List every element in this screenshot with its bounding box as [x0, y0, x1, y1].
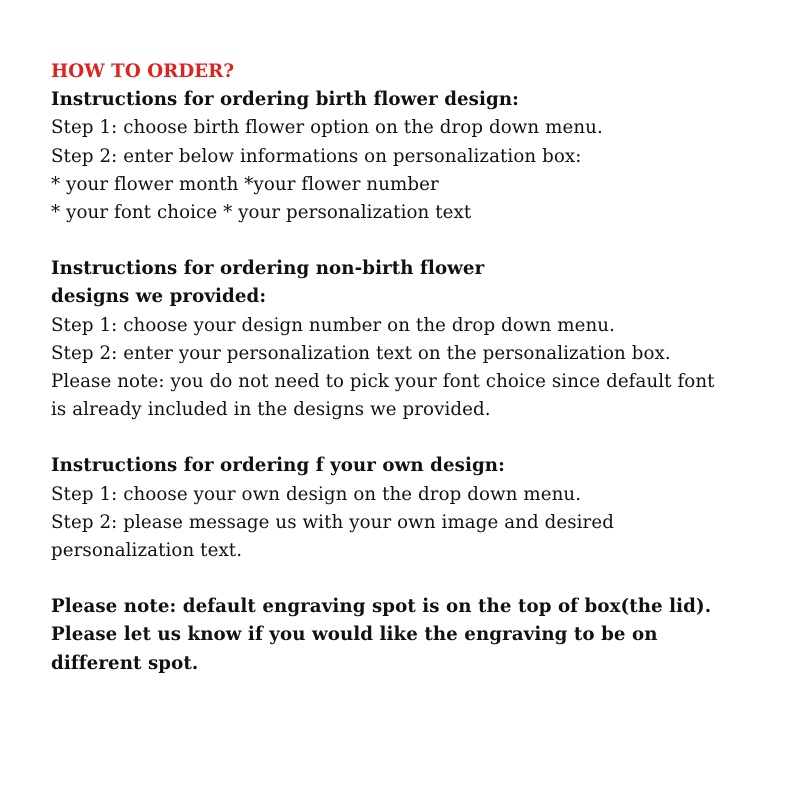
order-instructions: [51, 58, 751, 678]
section-title: designs we provided:: [51, 286, 267, 308]
section-title: Instructions for ordering f your own design:: [51, 455, 505, 477]
section-title: Instructions for ordering birth flower design:: [51, 89, 519, 111]
instruction-line: Step 1: choose your own design on the drop down menu.: [51, 483, 582, 505]
birth-flower-section: [51, 86, 751, 227]
non-birth-flower-section: [51, 255, 751, 424]
instruction-line: Step 1: choose birth flower option on the drop down menu.: [51, 117, 603, 139]
instruction-line: is already included in the designs we provided.: [51, 399, 491, 421]
instruction-line: Step 2: enter your personalization text on the personalization box.: [51, 342, 671, 364]
instruction-line: Step 2: enter below informations on personalization box:: [51, 145, 582, 167]
instruction-line: * your flower month *your flower number: [51, 173, 439, 195]
instruction-line: * your font choice * your personalization text: [51, 202, 472, 224]
page-heading: HOW TO ORDER?: [51, 61, 235, 82]
section-title: Instructions for ordering non-birth flower: [51, 258, 485, 280]
instruction-line: personalization text.: [51, 540, 243, 562]
engraving-note: [51, 593, 751, 678]
instruction-line: Please note: you do not need to pick your font choice since default font: [51, 371, 715, 393]
instruction-line: Step 1: choose your design number on the drop down menu.: [51, 314, 615, 336]
note-line: different spot.: [51, 652, 199, 674]
own-design-section: [51, 452, 751, 565]
note-line: Please note: default engraving spot is on the top of box(the lid).: [51, 596, 712, 618]
note-line: Please let us know if you would like the engraving to be on: [51, 624, 658, 646]
instruction-line: Step 2: please message us with your own image and desired: [51, 511, 614, 533]
